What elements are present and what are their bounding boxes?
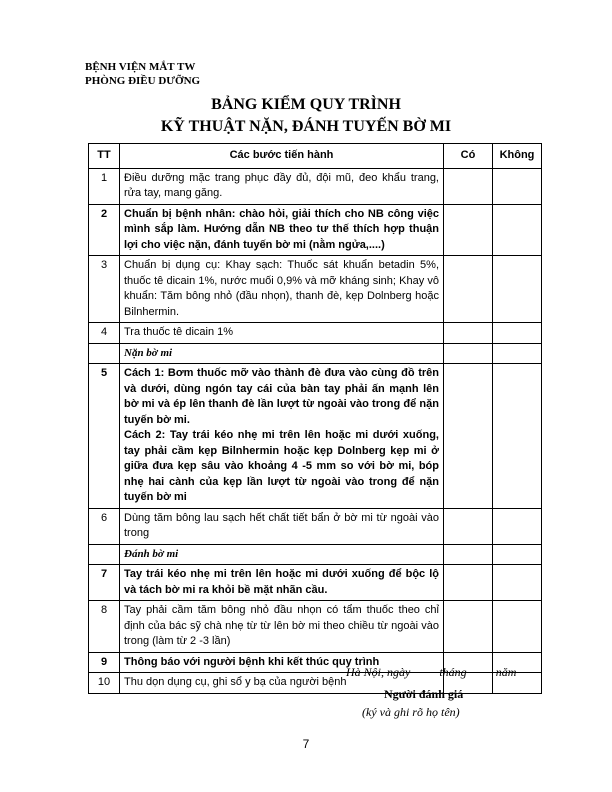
step-text: Chuẩn bị dụng cụ: Khay sạch: Thuốc sát khuẩn betadin 5%, thuốc tê dicain 1%, nước muối 0,9% và mỡ kháng sinh; Khay vô khuẩn: Tăm bông nhỏ (đầu nhọn), thanh đè, kẹp Dolnberg hoặc Bilnhermin. [120,256,444,323]
table-row [89,204,542,256]
row-number: 5 [89,364,120,509]
step-text: Tay trái kéo nhẹ mi trên lên hoặc mi dưới xuống để bộc lộ và tách bờ mi ra khỏi bề mặt nhãn cầu. [120,565,444,601]
table-header-row [89,144,542,169]
table-row [89,364,542,509]
step-text: Dùng tăm bông lau sạch hết chất tiết bẩn ở bờ mi từ ngoài vào trong [120,508,444,544]
row-number: 6 [89,508,120,544]
method-2-text: Cách 2: Tay trái kéo nhẹ mi trên lên hoặc mi dưới xuống, tay phải cầm kẹp Bilnhermin hoặc kẹp Dolnberg kẹp mi ở giữa đưa kẹp sâu vào khoảng 4 -5 mm so với bờ mi, bóp nhẹ hai cành của kẹp lần lượt từ ngoài vào trong để nặn tuyến bờ mi [124,429,439,503]
year-text: năm [495,665,517,679]
place-text: Hà Nội, ngày [346,665,411,679]
co-cell[interactable] [444,256,493,323]
step-text: Thông báo với người bệnh khi kết thúc quy trình [120,652,444,673]
row-number: 4 [89,323,120,344]
section-title: Nặn bờ mi [120,343,444,364]
co-cell[interactable] [444,323,493,344]
table-row [89,565,542,601]
header-steps: Các bước tiến hành [120,144,444,169]
table-row [89,168,542,204]
row-number: 7 [89,565,120,601]
step-text: Điều dưỡng mặc trang phục đầy đủ, đội mũ, đeo khẩu trang, rửa tay, mang găng. [120,168,444,204]
row-number [89,544,120,565]
row-number: 10 [89,673,120,694]
khong-cell[interactable] [493,364,542,509]
document-title-line1: BẢNG KIỂM QUY TRÌNH [211,96,401,113]
section-row [89,544,542,565]
table-row [89,508,542,544]
co-cell[interactable] [444,364,493,509]
header-co: Có [444,144,493,169]
month-text: tháng [439,665,467,679]
section-row [89,343,542,364]
step-text: Tay phải cầm tăm bông nhỏ đầu nhọn có tẩm thuốc theo chỉ định của bác sỹ chà nhẹ từ từ lên bờ mi theo chiều từ ngoài vào trong (làm từ 2 -3 lần) [120,601,444,653]
khong-cell[interactable] [493,601,542,653]
step-text: Tra thuốc tê dicain 1% [120,323,444,344]
date-place-line [346,665,542,680]
document-title-line2: KỸ THUẬT NẶN, ĐÁNH TUYẾN BỜ MI [160,118,452,135]
khong-cell[interactable] [493,323,542,344]
khong-cell[interactable] [493,256,542,323]
header-tt: TT [89,144,120,169]
checklist-table [88,143,542,694]
header-khong: Không [493,144,542,169]
table-row [89,601,542,653]
step-text: Chuẩn bị bệnh nhân: chào hỏi, giải thích cho NB công việc mình sắp làm. Hướng dẫn NB theo tư thế thích hợp thuận lợi cho việc nặn, đánh tuyến bờ mi (nằm ngửa,....) [120,204,444,256]
row-number: 8 [89,601,120,653]
co-cell[interactable] [444,204,493,256]
row-number [89,343,120,364]
khong-cell[interactable] [493,168,542,204]
step-text [120,364,444,509]
signature-note: (ký và ghi rõ họ tên) [362,705,460,719]
co-cell[interactable] [444,168,493,204]
khong-cell[interactable] [493,508,542,544]
table-row [89,323,542,344]
co-cell[interactable] [444,508,493,544]
co-cell[interactable] [444,601,493,653]
table-row [89,256,542,323]
row-number: 3 [89,256,120,323]
khong-cell[interactable] [493,204,542,256]
khong-cell [493,343,542,364]
khong-cell [493,544,542,565]
co-cell [444,544,493,565]
row-number: 9 [89,652,120,673]
section-title: Đánh bờ mi [120,544,444,565]
row-number: 1 [89,168,120,204]
department-name: PHÒNG ĐIỀU DƯỠNG [85,75,201,87]
row-number: 2 [89,204,120,256]
step-text: Thu dọn dụng cụ, ghi sổ y bạ của người bệnh [120,673,444,694]
khong-cell[interactable] [493,565,542,601]
page-number: 7 [302,737,310,751]
assessor-label: Người đánh giá [384,687,464,701]
org-header [85,60,200,88]
co-cell[interactable] [444,565,493,601]
method-1-text: Cách 1: Bơm thuốc mỡ vào thành đè đưa vào cùng đồ trên và dưới, dùng ngón tay cái của bàn tay phải ấn mạnh lên bờ mi và ép lên thanh đè lần lượt từ ngoài vào trong để nặn tuyến bờ mi. [124,367,439,426]
hospital-name: BỆNH VIỆN MẮT TW [85,61,196,73]
co-cell [444,343,493,364]
